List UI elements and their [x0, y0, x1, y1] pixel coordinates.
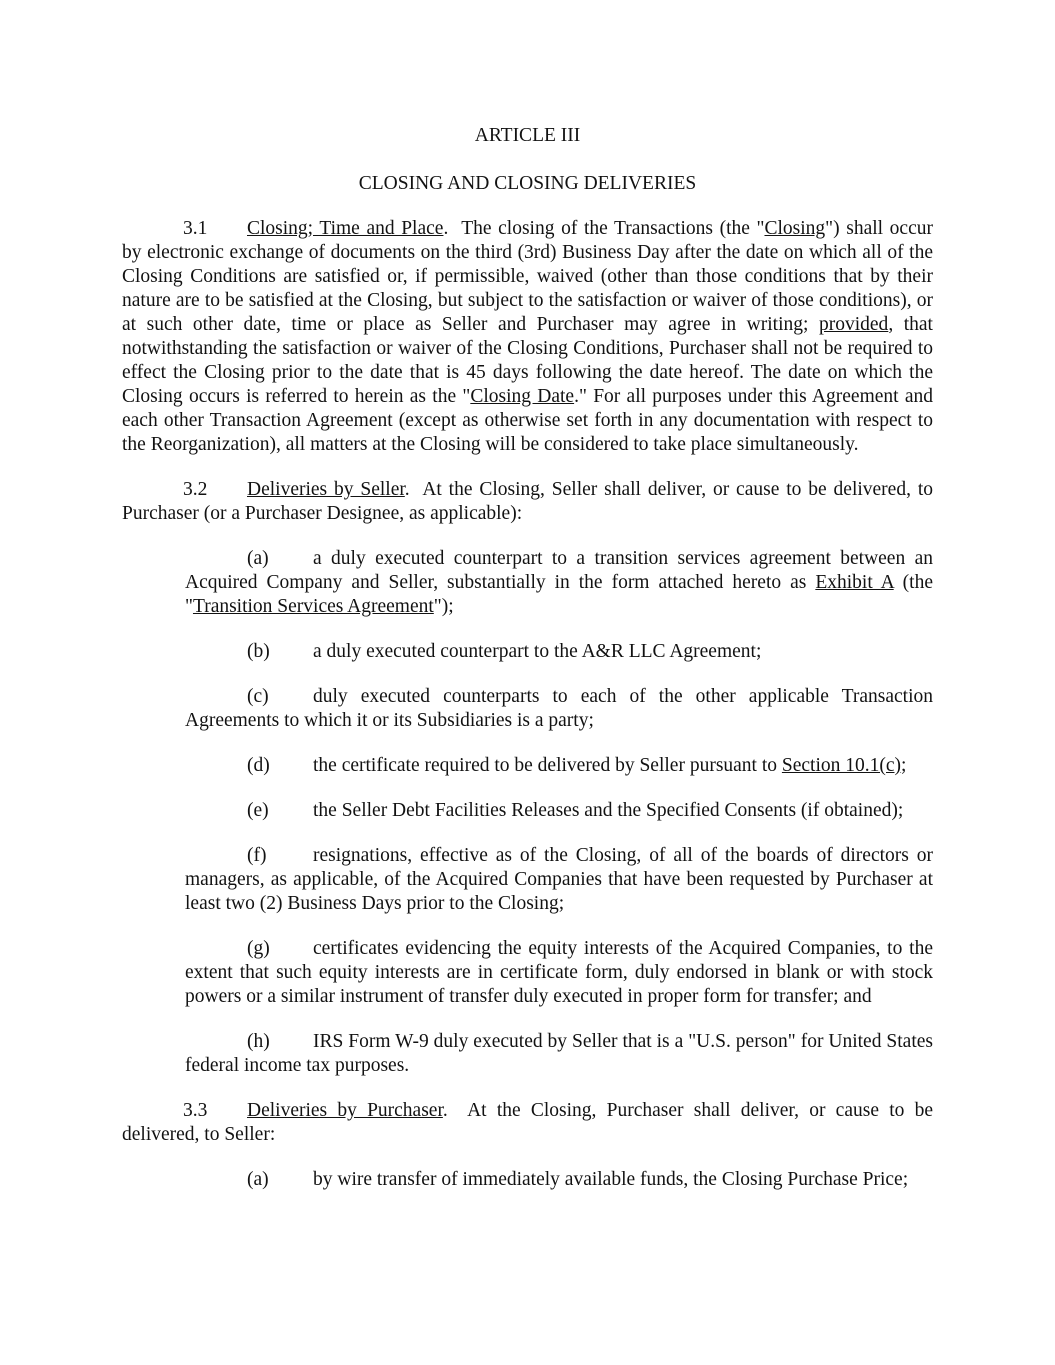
- text-run: duly executed counterparts to each of the other applicable Transaction Agreements to which it or its Subsidiaries is a party;: [185, 686, 933, 731]
- text-run: . At the Closing, Purchaser shall deliver, or cause to be delivered, to Seller:: [122, 1100, 933, 1145]
- item-e-6: [185, 799, 933, 823]
- underlined-text: Section 10.1(c): [781, 755, 902, 776]
- item-g-8: [185, 937, 933, 1009]
- article-heading: ARTICLE III: [474, 125, 581, 146]
- paragraph-marker: 3.1: [183, 218, 208, 239]
- text-run: (the ": [185, 572, 933, 617]
- paragraph-marker: (d): [247, 755, 270, 776]
- underlined-text: Closing; Time and Place: [247, 218, 444, 239]
- paragraph-marker: (h): [247, 1031, 270, 1052]
- text-run: , that notwithstanding the satisfaction or waiver of the Closing Conditions, Purchaser shall not be required to effect the Closing prior to the date that is 45 days following the date hereof. The date on which the Closing occurs is referred to herein as the ": [122, 314, 933, 407]
- document-body: [122, 217, 933, 1192]
- text-run: IRS Form W-9 duly executed by Seller that is a "U.S. person" for United States federal income tax purposes.: [185, 1031, 933, 1076]
- item-a-2: [185, 547, 933, 619]
- paragraph-marker: (c): [247, 686, 269, 707]
- text-run: . At the Closing, Seller shall deliver, or cause to be delivered, to Purchaser (or a Purchaser Designee, as applicable):: [122, 479, 933, 524]
- text-run: the Seller Debt Facilities Releases and the Specified Consents (if obtained);: [313, 800, 904, 821]
- section-3.1-0: [122, 217, 933, 457]
- text-run: . The closing of the Transactions (the ": [443, 218, 765, 239]
- text-run: ") shall occur by electronic exchange of documents on the third (3rd) Business Day after the date on which all of the Closing Conditions are satisfied or, if permissible, waived (other than those conditions that by their nature are to be satisfied at the Closing, but subject to the satisfaction or waiver of those conditions), or at such other date, time or place as Seller and Purchaser may agree in writing;: [122, 218, 933, 335]
- text-run: ");: [433, 596, 454, 617]
- underlined-text: Deliveries by Purchaser: [247, 1100, 443, 1121]
- underlined-text: Closing Date: [470, 386, 575, 407]
- item-a-11: [185, 1168, 933, 1192]
- paragraph-marker: (a): [247, 1169, 269, 1190]
- section-3.3-10: [122, 1099, 933, 1147]
- text-run: ;: [901, 755, 907, 776]
- text-run: by wire transfer of immediately available funds, the Closing Purchase Price;: [313, 1169, 909, 1190]
- underlined-text: provided: [818, 314, 889, 335]
- paragraph-marker: 3.3: [183, 1100, 208, 1121]
- section-3.2-1: [122, 478, 933, 526]
- underlined-text: Closing: [764, 218, 826, 239]
- underlined-text: Exhibit A: [815, 572, 894, 593]
- text-run: ." For all purposes under this Agreement and each other Transaction Agreement (except as otherwise set forth in any documentation with respect to the Reorganization), all matters at the Closing will be considered to take place simultaneously.: [122, 386, 933, 455]
- item-f-7: [185, 844, 933, 916]
- paragraph-marker: (a): [247, 548, 269, 569]
- paragraph-marker: (g): [247, 938, 270, 959]
- paragraph-marker: 3.2: [183, 479, 208, 500]
- text-run: resignations, effective as of the Closing, of all of the boards of directors or managers, as applicable, of the Acquired Companies that have been requested by Purchaser at least two (2) Business Days prior to the Closing;: [185, 845, 933, 914]
- text-run: a duly executed counterpart to the A&R LLC Agreement;: [313, 641, 762, 662]
- paragraph-marker: (b): [247, 641, 270, 662]
- text-run: certificates evidencing the equity interests of the Acquired Companies, to the extent that such equity interests are in certificate form, duly endorsed in blank or with stock powers or a similar instrument of transfer duly executed in proper form for transfer; and: [185, 938, 933, 1007]
- underlined-text: Transition Services Agreement: [192, 596, 434, 617]
- text-run: the certificate required to be delivered by Seller pursuant to: [313, 755, 782, 776]
- article-title: CLOSING AND CLOSING DELIVERIES: [358, 173, 697, 194]
- text-run: a duly executed counterpart to a transition services agreement between an Acquired Company and Seller, substantially in the form attached hereto as: [185, 548, 933, 593]
- underlined-text: Deliveries by Seller: [247, 479, 405, 500]
- paragraph-marker: (f): [247, 845, 267, 866]
- item-b-3: [185, 640, 933, 664]
- item-c-4: [185, 685, 933, 733]
- item-h-9: [185, 1030, 933, 1078]
- paragraph-marker: (e): [247, 800, 269, 821]
- item-d-5: [185, 754, 933, 778]
